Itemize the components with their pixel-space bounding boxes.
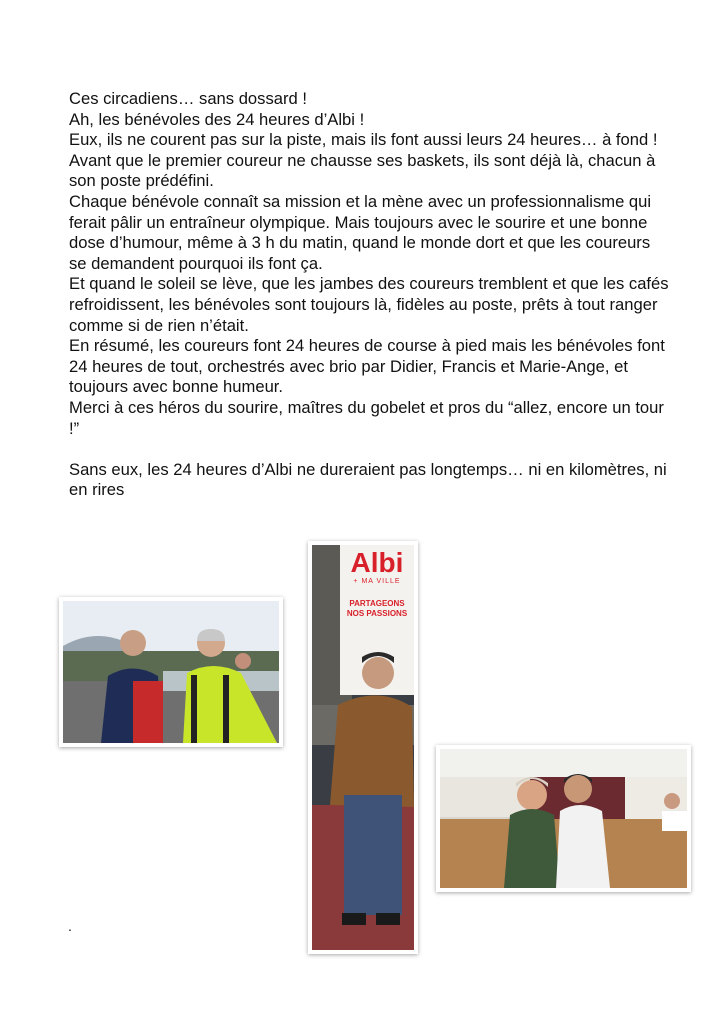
footer-mark: .: [68, 918, 72, 934]
photo-volunteers-indoor: [436, 745, 691, 892]
paragraph: Et quand le soleil se lève, que les jambes des coureurs tremblent et que les cafés refroidissent, les bénévoles sont toujours là, fidèles au poste, prêts à tout ranger comme si de rien n’était.: [69, 274, 669, 335]
albi-slogan-line-2: NOS PASSIONS: [346, 609, 408, 618]
paragraph: Merci à ces héros du sourire, maîtres du gobelet et pros du “allez, encore un tour !”: [69, 397, 664, 438]
albi-slogan-line-1: PARTAGEONS: [349, 599, 405, 608]
photo-volunteers-indoor-image: [440, 749, 687, 888]
paragraph: Ah, les bénévoles des 24 heures d’Albi !: [69, 109, 365, 129]
paragraph: Avant que le premier coureur ne chausse ses baskets, ils sont déjà là, chacun à son poste prédéfini.: [69, 150, 656, 191]
paragraph-title: Ces circadiens… sans dossard !: [69, 89, 307, 108]
paragraph: Chaque bénévole connaît sa mission et la mène avec un professionnalisme qui ferait pâlir un entraîneur olympique. Mais toujours avec le sourire et une bonne dose d’humour, même à 3 h du matin, quand le monde dort et que les coureurs se demandent pourquoi ils font ça.: [69, 191, 652, 273]
photo-volunteers-track: [59, 597, 283, 747]
article-text: [69, 89, 669, 501]
paragraph: Eux, ils ne courent pas sur la piste, mais ils font aussi leurs 24 heures… à fond !: [69, 130, 658, 150]
albi-logo: Albi: [350, 547, 404, 578]
paragraph: En résumé, les coureurs font 24 heures de course à pied mais les bénévoles font 24 heures de tout, orchestrés avec brio par Didier, Francis et Marie-Ange, et toujours avec bonne humeur.: [69, 336, 665, 397]
photo-albi-banner: [308, 541, 418, 954]
closing-paragraph: Sans eux, les 24 heures d’Albi ne dureraient pas longtemps… ni en kilomètres, ni en rires: [69, 459, 667, 500]
photo-volunteers-track-image: [63, 601, 279, 743]
albi-logo-sub: + MA VILLE: [353, 578, 401, 585]
spacer: [69, 439, 669, 460]
albi-banner: [342, 549, 412, 619]
